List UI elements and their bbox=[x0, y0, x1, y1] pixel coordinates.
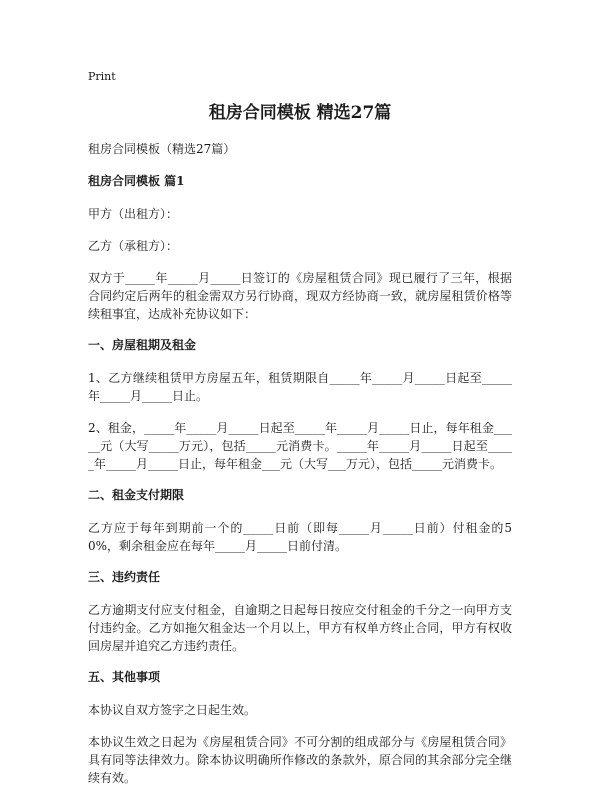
print-label[interactable]: Print bbox=[88, 70, 116, 83]
document-title: 租房合同模板 精选27篇 bbox=[208, 103, 392, 123]
party-b-line: 乙方（承租方）： bbox=[88, 239, 179, 253]
breach-paragraph: 乙方逾期支付应支付租金，自逾期之日起每日按应交付租金的千分之一向甲方支付违约金。乙方如拖欠租金达一个月以上，甲方有权单方终止合同，甲方有权收回房屋并追究乙方违约责任。 bbox=[88, 603, 512, 653]
other-paragraph-1: 本协议自双方签字之日起生效。 bbox=[88, 703, 257, 717]
other-paragraph-2: 本协议生效之日起为《房屋租赁合同》不可分割的组成部分与《房屋租赁合同》具有同等法律效力。除本协议明确所作修改的条款外，原合同的其余部分完全继续有效。 bbox=[88, 735, 512, 785]
document-subtitle: 租房合同模板（精选27篇） bbox=[88, 142, 236, 156]
payment-paragraph: 乙方应于每年到期前一个的_____日前（即每_____月_____日前）付租金的50%，剩余租金应在每年_____月_____日前付清。 bbox=[88, 521, 512, 553]
chapter-title: 租房合同模板 篇1 bbox=[88, 174, 185, 188]
party-a-line: 甲方（出租方）： bbox=[88, 207, 179, 221]
section-heading-payment: 二、租金支付期限 bbox=[88, 488, 185, 502]
rent-term-paragraph-1: 1、乙方继续租赁甲方房屋五年，租赁期限自_____年_____月_____日起至_____年_____月_____日止。 bbox=[88, 371, 512, 403]
section-heading-rent-term: 一、房屋租期及租金 bbox=[88, 338, 197, 352]
section-heading-breach: 三、违约责任 bbox=[88, 570, 161, 584]
intro-paragraph: 双方于_____年_____月_____日签订的《房屋租赁合同》现已履行了三年，根据合同约定后两年的租金需双方另行协商，现双方经协商一致，就房屋租赁价格等续租事宜，达成补充协议如下： bbox=[88, 271, 512, 321]
rent-term-paragraph-2: 2、租金，_____年_____月_____日起至_____年_____月_____日止，每年租金_____元（大写_____万元），包括_____元消费卡。_____年_____月_____日起至_____年_____月_____日止，每年租金___元（大写___万元），包括_____元消费卡。 bbox=[88, 421, 512, 471]
section-heading-other: 五、其他事项 bbox=[88, 670, 161, 684]
